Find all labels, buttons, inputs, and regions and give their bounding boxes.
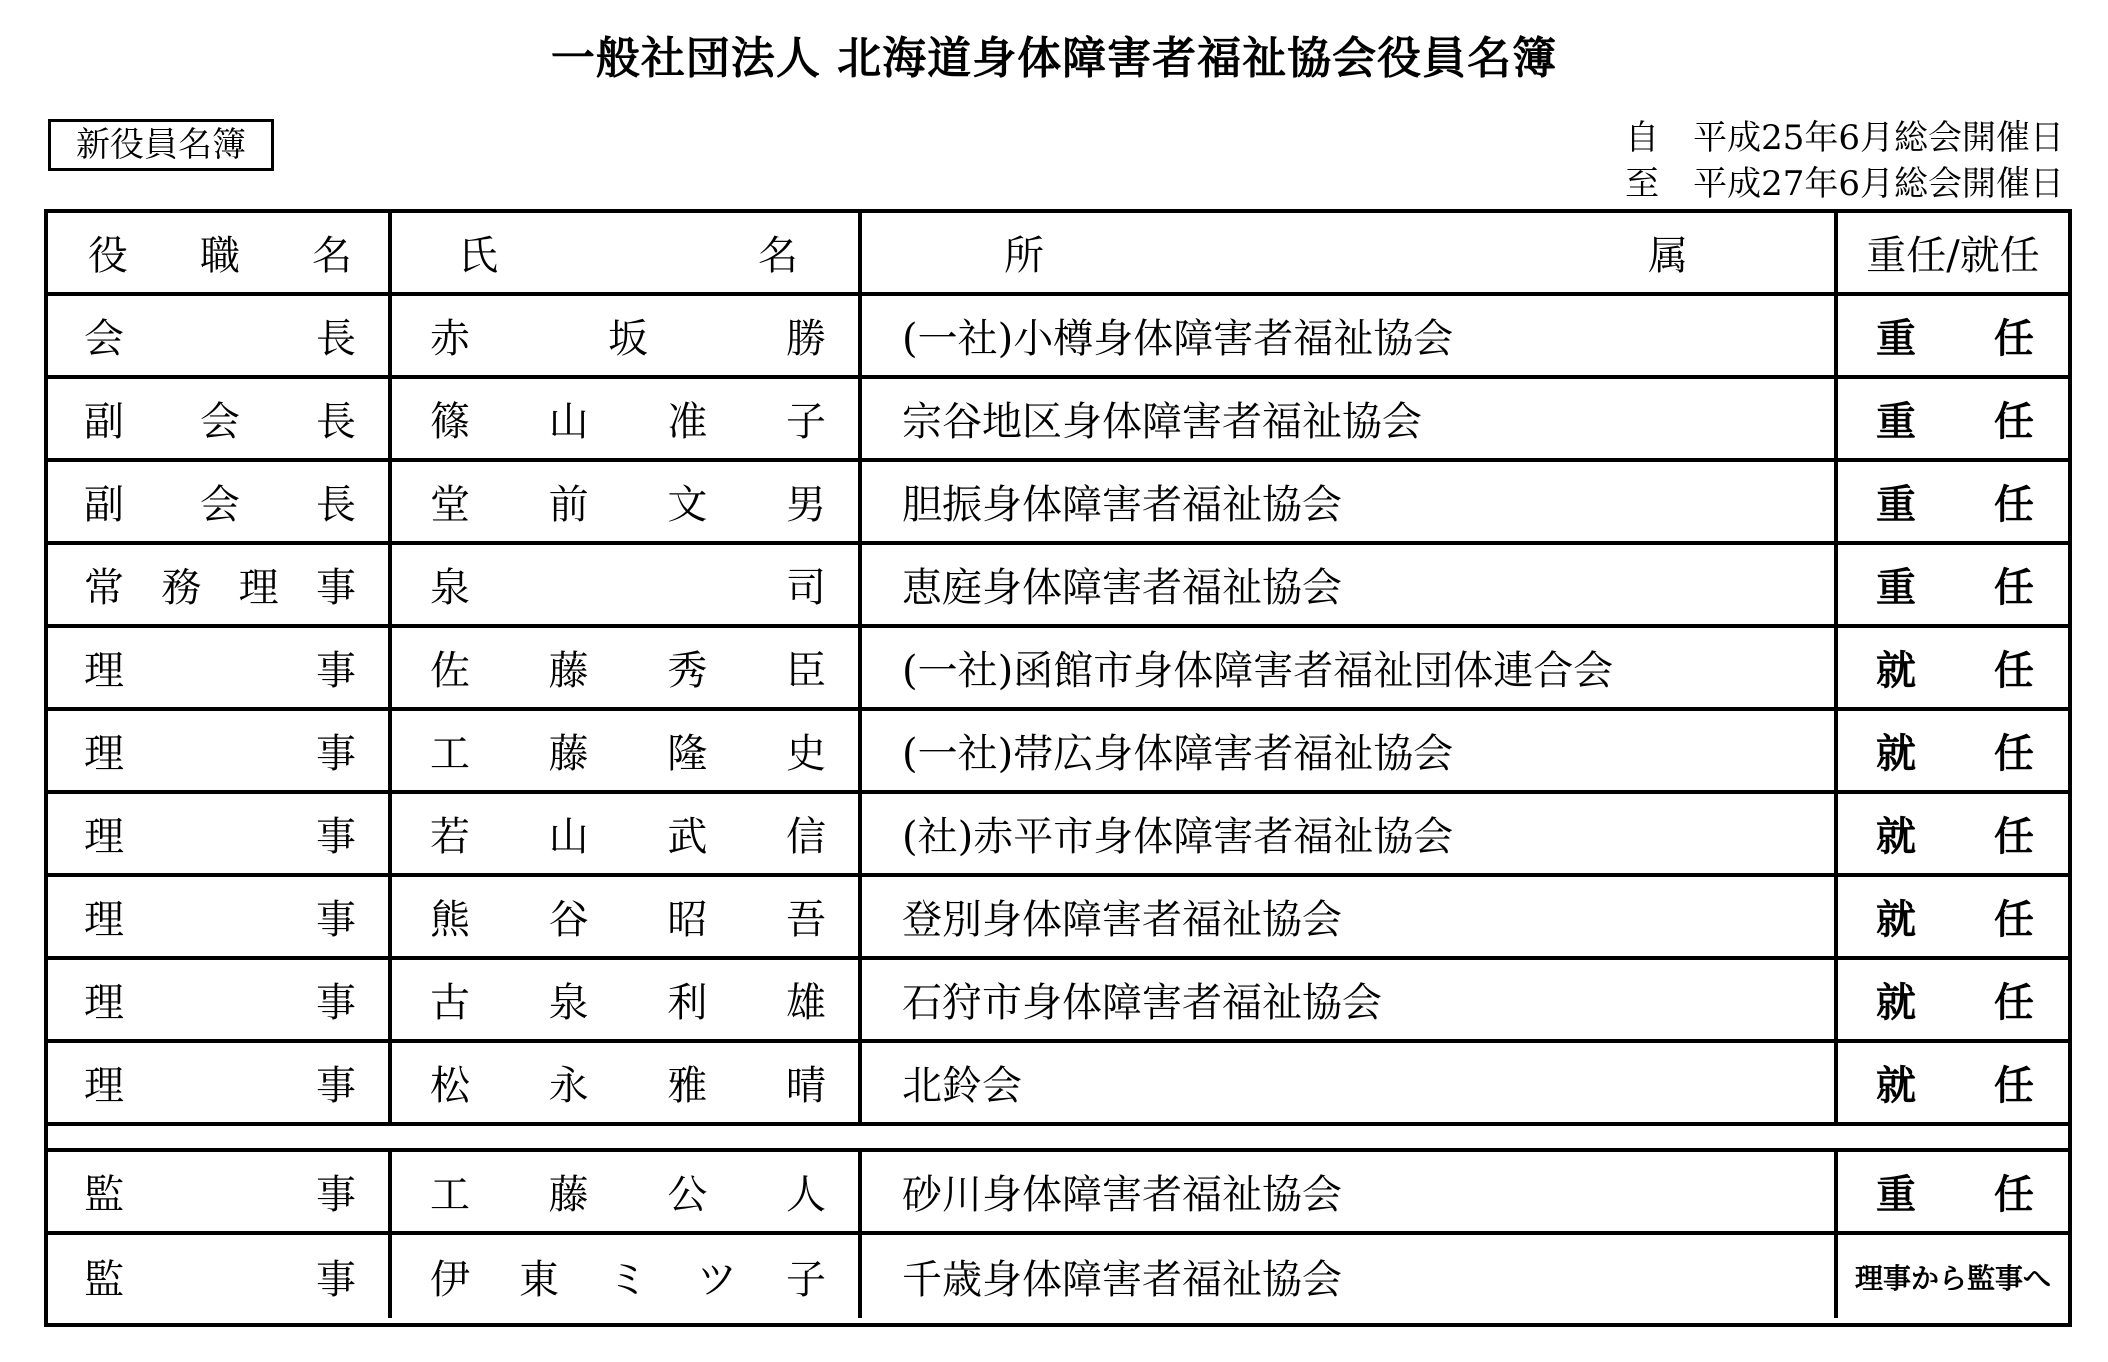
status-cell: 就 任: [1876, 648, 2034, 694]
role-cell: 副 会 長: [84, 399, 356, 445]
column-divider: [1834, 1152, 1838, 1318]
table-row: [48, 379, 2068, 462]
role-cell: 監 事: [84, 1172, 356, 1218]
table-row: [48, 960, 2068, 1043]
table-row: [48, 628, 2068, 711]
role-cell: 理 事: [84, 980, 356, 1026]
status-cell: 重 任: [1876, 565, 2034, 611]
org-cell: (一社)小樽身体障害者福祉協会: [902, 316, 1454, 362]
org-cell: 千歳身体障害者福祉協会: [902, 1257, 1342, 1303]
org-cell: 北鈴会: [902, 1063, 1022, 1109]
status-cell: 重 任: [1876, 482, 2034, 528]
org-cell: 胆振身体障害者福祉協会: [902, 482, 1342, 528]
name-cell: 堂 前 文 男: [430, 482, 826, 528]
header-role: 役 職 名: [88, 233, 352, 279]
table-row: [48, 794, 2068, 877]
role-cell: 理 事: [84, 814, 356, 860]
org-cell: (社)赤平市身体障害者福祉協会: [902, 814, 1454, 860]
table-row: [48, 1235, 2068, 1318]
name-cell: 松 永 雅 晴: [430, 1063, 826, 1109]
status-cell: 重 任: [1876, 399, 2034, 445]
period-to: 至 平成27年6月総会開催日: [1625, 164, 2064, 204]
status-cell: 就 任: [1876, 980, 2034, 1026]
org-cell: (一社)帯広身体障害者福祉協会: [902, 731, 1454, 777]
role-cell: 会 長: [84, 316, 356, 362]
role-cell: 理 事: [84, 1063, 356, 1109]
header-name: 氏 名: [458, 233, 798, 279]
name-cell: 泉 司: [430, 565, 826, 611]
column-divider: [858, 1152, 862, 1318]
status-cell: 就 任: [1876, 814, 2034, 860]
status-cell: 理事から監事へ: [1854, 1261, 2051, 1295]
org-cell: 恵庭身体障害者福祉協会: [902, 565, 1342, 611]
name-cell: 伊 東 ミ ツ 子: [430, 1257, 826, 1303]
status-cell: 重 任: [1876, 316, 2034, 362]
table-row: [48, 545, 2068, 628]
status-cell: 重 任: [1876, 1172, 2034, 1218]
org-cell: 宗谷地区身体障害者福祉協会: [902, 399, 1422, 445]
role-cell: 理 事: [84, 897, 356, 943]
column-divider: [388, 213, 392, 1126]
table-row: [48, 1152, 2068, 1235]
name-cell: 佐 藤 秀 臣: [430, 648, 826, 694]
table-row: [48, 296, 2068, 379]
officer-table: [44, 209, 2072, 1327]
org-cell: 砂川身体障害者福祉協会: [902, 1172, 1342, 1218]
org-cell: (一社)函館市身体障害者福祉団体連合会: [902, 648, 1614, 694]
table-row: [48, 462, 2068, 545]
period-from: 自 平成25年6月総会開催日: [1625, 118, 2064, 158]
name-cell: 篠 山 准 子: [430, 399, 826, 445]
status-cell: 就 任: [1876, 1063, 2034, 1109]
status-cell: 就 任: [1876, 731, 2034, 777]
header-status: 重任/就任: [1866, 233, 2040, 279]
column-divider: [388, 1152, 392, 1318]
role-cell: 理 事: [84, 648, 356, 694]
org-cell: 石狩市身体障害者福祉協会: [902, 980, 1382, 1026]
roster-label: 新役員名簿: [48, 119, 274, 171]
column-divider: [858, 213, 862, 1126]
document-title: 一般社団法人 北海道身体障害者福祉協会役員名簿: [550, 33, 1558, 84]
header-row: [48, 213, 2068, 296]
column-divider: [1834, 213, 1838, 1126]
role-cell: 監 事: [84, 1257, 356, 1303]
table-row: [48, 711, 2068, 794]
section-gap: [48, 1126, 2068, 1152]
status-cell: 就 任: [1876, 897, 2034, 943]
name-cell: 工 藤 隆 史: [430, 731, 826, 777]
table-row: [48, 877, 2068, 960]
role-cell: 常 務 理 事: [84, 565, 356, 611]
header-org: 所 属: [1004, 233, 1688, 279]
role-cell: 副 会 長: [84, 482, 356, 528]
role-cell: 理 事: [84, 731, 356, 777]
org-cell: 登別身体障害者福祉協会: [902, 897, 1342, 943]
name-cell: 古 泉 利 雄: [430, 980, 826, 1026]
table-row: [48, 1043, 2068, 1126]
name-cell: 工 藤 公 人: [430, 1172, 826, 1218]
name-cell: 熊 谷 昭 吾: [430, 897, 826, 943]
name-cell: 若 山 武 信: [430, 814, 826, 860]
name-cell: 赤 坂 勝: [430, 316, 826, 362]
